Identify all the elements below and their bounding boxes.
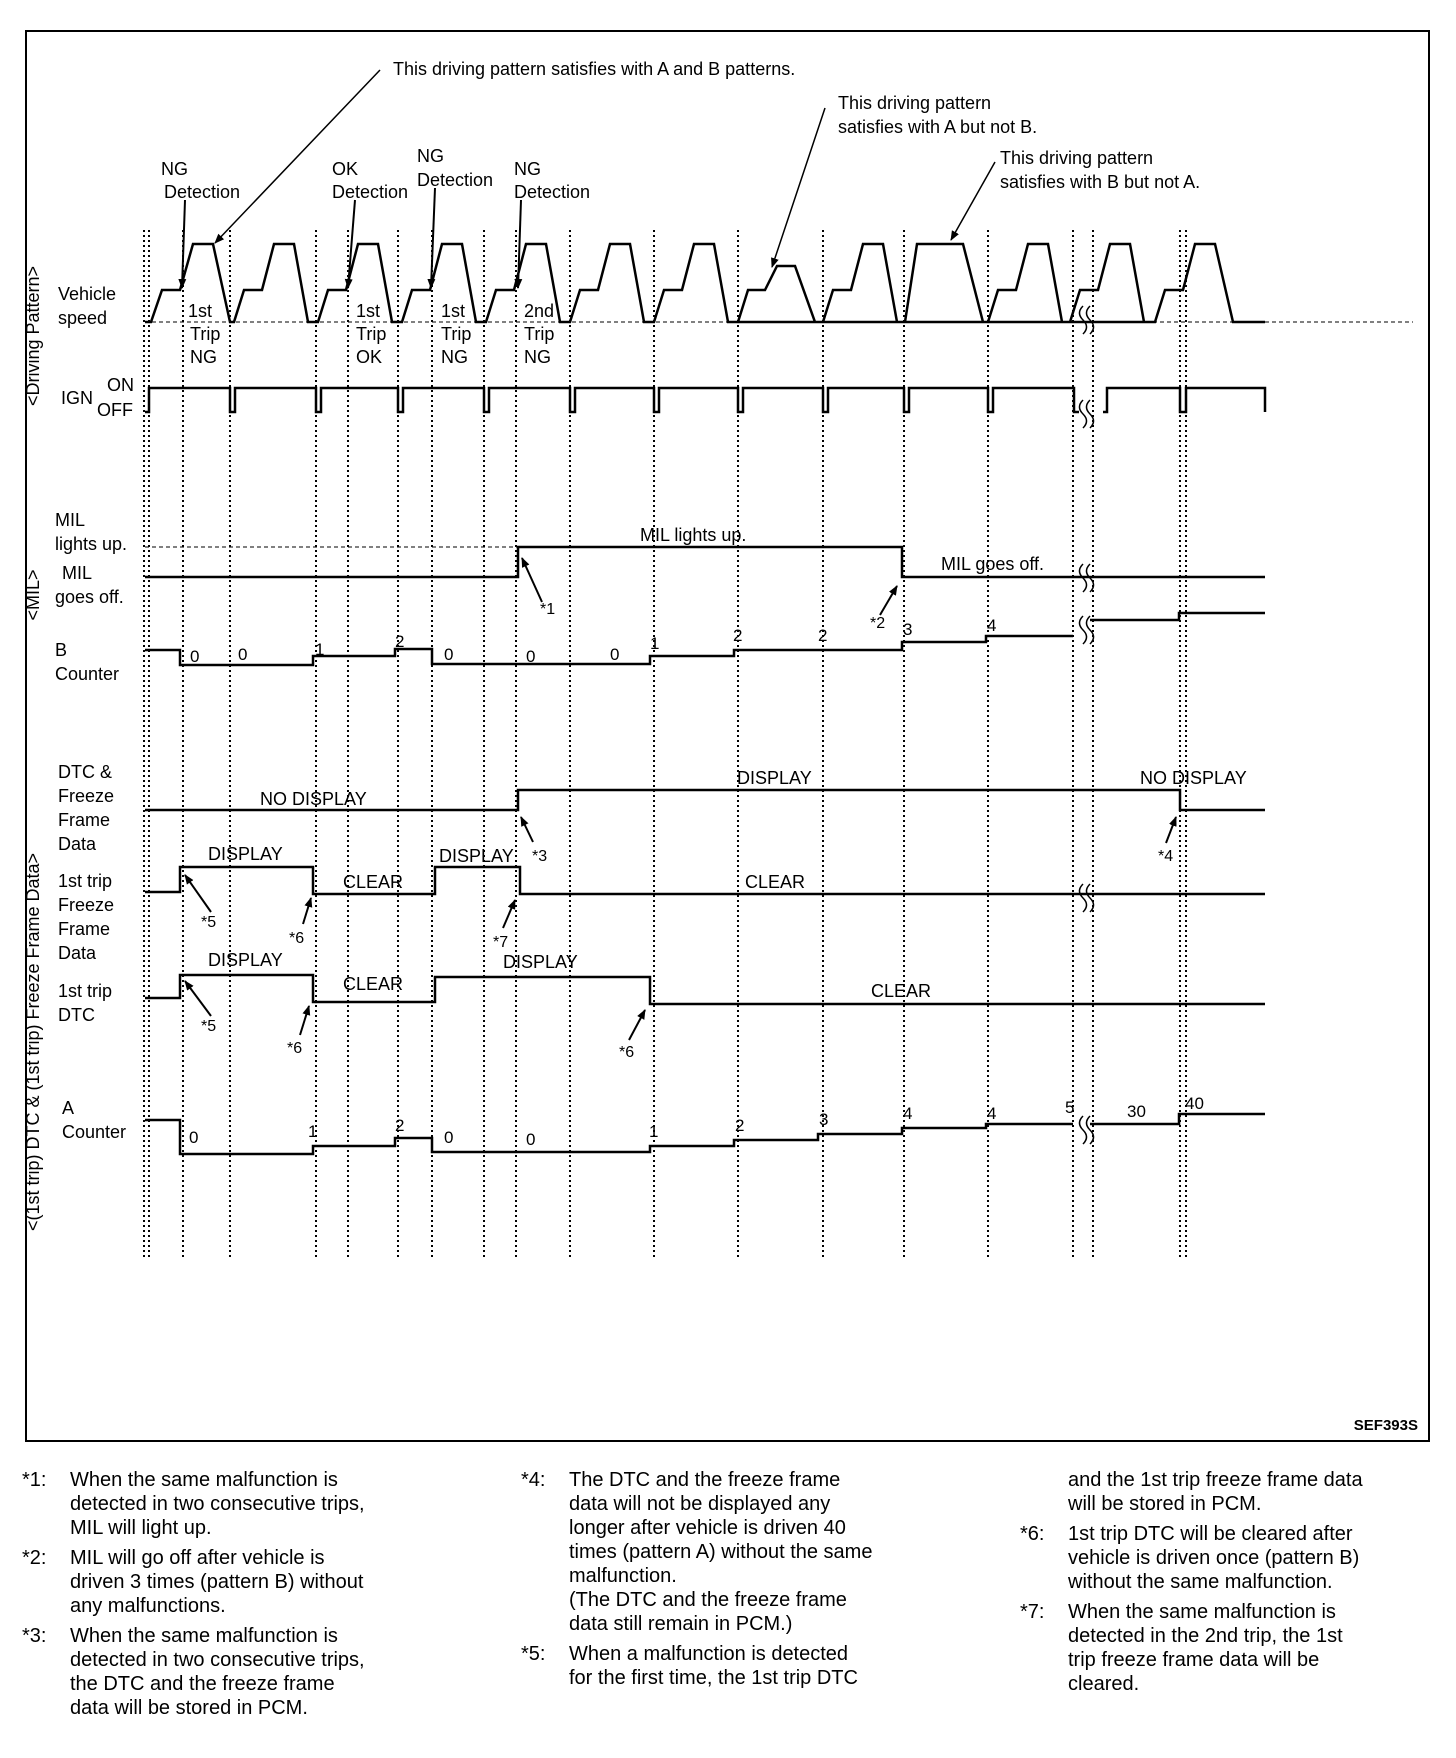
marker-5b-arrow <box>185 981 211 1016</box>
marker-2-arrow <box>880 586 897 615</box>
marker-6b-arrow <box>300 1006 309 1035</box>
note-key: *6: <box>1020 1523 1045 1545</box>
label-dtc-2: Freeze <box>58 786 115 806</box>
marker-7-arrow <box>503 900 515 928</box>
trip-2-line1: 1st <box>356 301 381 321</box>
note-key: *5: <box>521 1643 546 1665</box>
marker-6: *6 <box>289 930 305 947</box>
b-counter-value: 2 <box>733 626 743 645</box>
a-counter-value: 1 <box>308 1122 318 1141</box>
marker-6c-arrow <box>629 1010 645 1040</box>
time-break-marks <box>1080 306 1094 1144</box>
b-counter-value: 0 <box>610 645 620 664</box>
a-counter-value: 30 <box>1127 1102 1146 1121</box>
note-key: *7: <box>1020 1601 1045 1623</box>
marker-1: *1 <box>540 601 556 618</box>
detection-3-line1: NG <box>417 146 444 166</box>
notes-column-2 <box>521 1468 961 1696</box>
note-5-continued <box>1020 1468 1450 1516</box>
state-mil-lights-up: MIL lights up. <box>640 525 747 545</box>
marker-5b: *5 <box>201 1018 217 1035</box>
b-counter-value: 0 <box>526 647 536 666</box>
marker-5: *5 <box>201 914 217 931</box>
state-mil-goes-off: MIL goes off. <box>941 554 1045 574</box>
ign-waveform <box>145 388 1265 412</box>
break-mark <box>1080 306 1087 334</box>
break-mark <box>1087 884 1094 912</box>
a-counter-value: 5 <box>1065 1098 1075 1117</box>
notes-column-3 <box>1020 1468 1450 1702</box>
timing-diagram-frame <box>25 30 1430 1442</box>
marker-1-arrow <box>522 558 542 602</box>
note-key: *4: <box>521 1469 546 1491</box>
detection-1-line1: NG <box>161 159 188 179</box>
state-dtc1-clear-2: CLEAR <box>871 981 932 1001</box>
note-text: When a malfunction is detected for the first time, the 1st trip DTC <box>569 1643 858 1689</box>
trip-1-line2: Trip <box>190 324 221 344</box>
marker-6b: *6 <box>287 1040 303 1057</box>
label-dtc-4: Data <box>58 834 97 854</box>
trip-1-line3: NG <box>190 347 217 367</box>
label-ff-4: Data <box>58 943 97 963</box>
state-ff-clear-1: CLEAR <box>343 872 404 892</box>
trip-4-line2: Trip <box>524 324 555 344</box>
note-text: When the same malfunction is detected in two consecutive trips, the DTC and the freeze frame data will be stored in PCM. <box>70 1625 365 1719</box>
break-mark <box>1080 1116 1087 1144</box>
trip-boundary-guides <box>144 230 1186 1260</box>
marker-5-arrow <box>185 875 211 912</box>
label-a: A <box>62 1098 75 1118</box>
b-counter-waveform <box>145 613 1265 665</box>
a-counter-value: 0 <box>189 1128 199 1147</box>
marker-2: *2 <box>870 615 886 632</box>
note-key: *1: <box>22 1469 47 1491</box>
group-dtc: <(1st trip) DTC & (1st trip) Freeze Frame Data> <box>25 852 43 1232</box>
label-dtc-1: DTC & <box>58 762 112 782</box>
label-speed: speed <box>58 308 108 328</box>
1st-trip-freeze-frame-waveform <box>145 867 1265 894</box>
state-dtc1-clear-1: CLEAR <box>343 974 404 994</box>
a-counter-value: 40 <box>1185 1094 1204 1113</box>
detection-4-line2: Detection <box>514 182 591 202</box>
trip-4-line1: 2nd <box>524 301 555 321</box>
note-4 <box>521 1468 961 1636</box>
trip-1-line1: 1st <box>188 301 213 321</box>
group-driving-pattern: <Driving Pattern> <box>25 265 43 407</box>
a-counter-value: 4 <box>987 1104 997 1123</box>
1st-trip-dtc-waveform <box>145 975 1265 1004</box>
callout-ab-arrow <box>215 70 380 243</box>
trip-3-line1: 1st <box>441 301 466 321</box>
figure-id: SEF393S <box>1353 1417 1418 1434</box>
note-key: *2: <box>22 1547 47 1569</box>
a-counter-value: 4 <box>903 1104 913 1123</box>
marker-4-arrow <box>1166 817 1176 843</box>
note-text: When the same malfunction is detected in the 2nd trip, the 1st trip freeze frame data will be cleared. <box>1068 1601 1343 1695</box>
callout-b-not-a-arrow <box>951 162 995 240</box>
label-ign-on: ON <box>107 375 134 395</box>
trip-2-line2: Trip <box>356 324 387 344</box>
note-7 <box>1020 1600 1450 1696</box>
trip-3-line2: Trip <box>441 324 472 344</box>
detection-1-line2: Detection <box>164 182 241 202</box>
marker-3: *3 <box>532 848 548 865</box>
b-counter-value: 0 <box>238 645 248 664</box>
callout-a-not-b-arrow <box>772 108 825 267</box>
note-text: 1st trip DTC will be cleared after vehicle is driven once (pattern B) without the same malfunction. <box>1068 1523 1360 1593</box>
label-ff-2: Freeze <box>58 895 115 915</box>
marker-6c: *6 <box>619 1044 635 1061</box>
label-b: B <box>55 640 68 660</box>
break-mark <box>1080 884 1087 912</box>
callout-a-not-b-line2: satisfies with A but not B. <box>838 117 1038 137</box>
state-ff-display-2: DISPLAY <box>439 846 514 866</box>
note-text: MIL will go off after vehicle is driven 3 times (pattern B) without any malfunctions. <box>70 1547 364 1617</box>
label-b-counter: Counter <box>55 664 120 684</box>
trip-2-line3: OK <box>356 347 383 367</box>
marker-3-arrow <box>521 817 533 842</box>
callout-b-not-a-line2: satisfies with B but not A. <box>1000 172 1201 192</box>
trip-4-line3: NG <box>524 347 551 367</box>
note-1 <box>22 1468 462 1540</box>
note-6 <box>1020 1522 1450 1594</box>
note-key <box>1020 1468 1068 1516</box>
label-a-counter: Counter <box>62 1122 127 1142</box>
break-mark <box>1080 400 1087 428</box>
marker-6-arrow <box>303 898 311 924</box>
trip-3-line3: NG <box>441 347 468 367</box>
a-counter-value: 2 <box>395 1116 405 1135</box>
break-mark <box>1087 400 1094 428</box>
b-counter-value: 0 <box>444 645 454 664</box>
b-counter-value: 0 <box>190 647 200 666</box>
note-2 <box>22 1546 462 1618</box>
state-ff-display-1: DISPLAY <box>208 844 283 864</box>
notes-column-1 <box>22 1468 462 1726</box>
detection-2-line1: OK <box>332 159 359 179</box>
marker-4: *4 <box>1158 848 1174 865</box>
note-text: The DTC and the freeze frame data will not be displayed any longer after vehicle is driven 40 times (pattern A) without the same malfunction. (The DTC and the freeze frame data still remain in PCM.) <box>569 1469 873 1635</box>
state-dtc-display: DISPLAY <box>737 768 812 788</box>
a-counter-value: 2 <box>735 1116 745 1135</box>
b-counter-value: 1 <box>650 634 660 653</box>
callout-ab: This driving pattern satisfies with A and B patterns. <box>393 59 796 79</box>
note-text: When the same malfunction is detected in two consecutive trips, MIL will light up. <box>70 1469 365 1539</box>
label-dtc-3: Frame <box>58 810 111 830</box>
detection-4-line1: NG <box>514 159 541 179</box>
vehicle-speed-waveform <box>145 244 1265 322</box>
label-mil-goes-off: goes off. <box>55 587 124 607</box>
state-dtc-no-display-2: NO DISPLAY <box>1140 768 1247 788</box>
note-text: and the 1st trip freeze frame data will be stored in PCM. <box>1068 1469 1363 1515</box>
note-5 <box>521 1642 961 1690</box>
b-counter-value: 2 <box>395 632 405 651</box>
mil-waveform <box>145 547 1265 577</box>
label-mil-lights-up: lights up. <box>55 534 128 554</box>
marker-7: *7 <box>493 934 509 951</box>
label-ff-3: Frame <box>58 919 111 939</box>
b-counter-value: 1 <box>315 640 325 659</box>
detection-4-arrow <box>518 200 521 288</box>
label-ign: IGN <box>61 388 94 408</box>
state-dtc1-display-1: DISPLAY <box>208 950 283 970</box>
frame-border <box>26 31 1429 1441</box>
label-dtc1-2: DTC <box>58 1005 95 1025</box>
label-ign-off: OFF <box>97 400 133 420</box>
label-dtc1-1: 1st trip <box>58 981 113 1001</box>
label-mil-lights: MIL <box>55 510 86 530</box>
callout-a-not-b-line1: This driving pattern <box>838 93 992 113</box>
label-mil-goes: MIL <box>62 563 93 583</box>
a-counter-value: 1 <box>649 1122 659 1141</box>
callout-b-not-a-line1: This driving pattern <box>1000 148 1154 168</box>
a-counter-value: 0 <box>526 1130 536 1149</box>
note-3 <box>22 1624 462 1720</box>
b-counter-value: 2 <box>818 626 828 645</box>
b-counter-value: 3 <box>903 620 913 639</box>
detection-2-arrow <box>348 200 355 288</box>
state-dtc-no-display: NO DISPLAY <box>260 789 367 809</box>
detection-2-line2: Detection <box>332 182 409 202</box>
label-ff-1: 1st trip <box>58 871 113 891</box>
timing-diagram <box>25 30 1430 1442</box>
group-mil: <MIL> <box>25 569 43 621</box>
label-vehicle: Vehicle <box>58 284 117 304</box>
state-ff-clear-2: CLEAR <box>745 872 806 892</box>
a-counter-value: 3 <box>819 1110 829 1129</box>
a-counter-value: 0 <box>444 1128 454 1147</box>
note-key: *3: <box>22 1625 47 1647</box>
detection-3-line2: Detection <box>417 170 494 190</box>
b-counter-value: 4 <box>987 616 997 635</box>
state-dtc1-display-2: DISPLAY <box>503 952 578 972</box>
break-mark <box>1080 616 1087 644</box>
